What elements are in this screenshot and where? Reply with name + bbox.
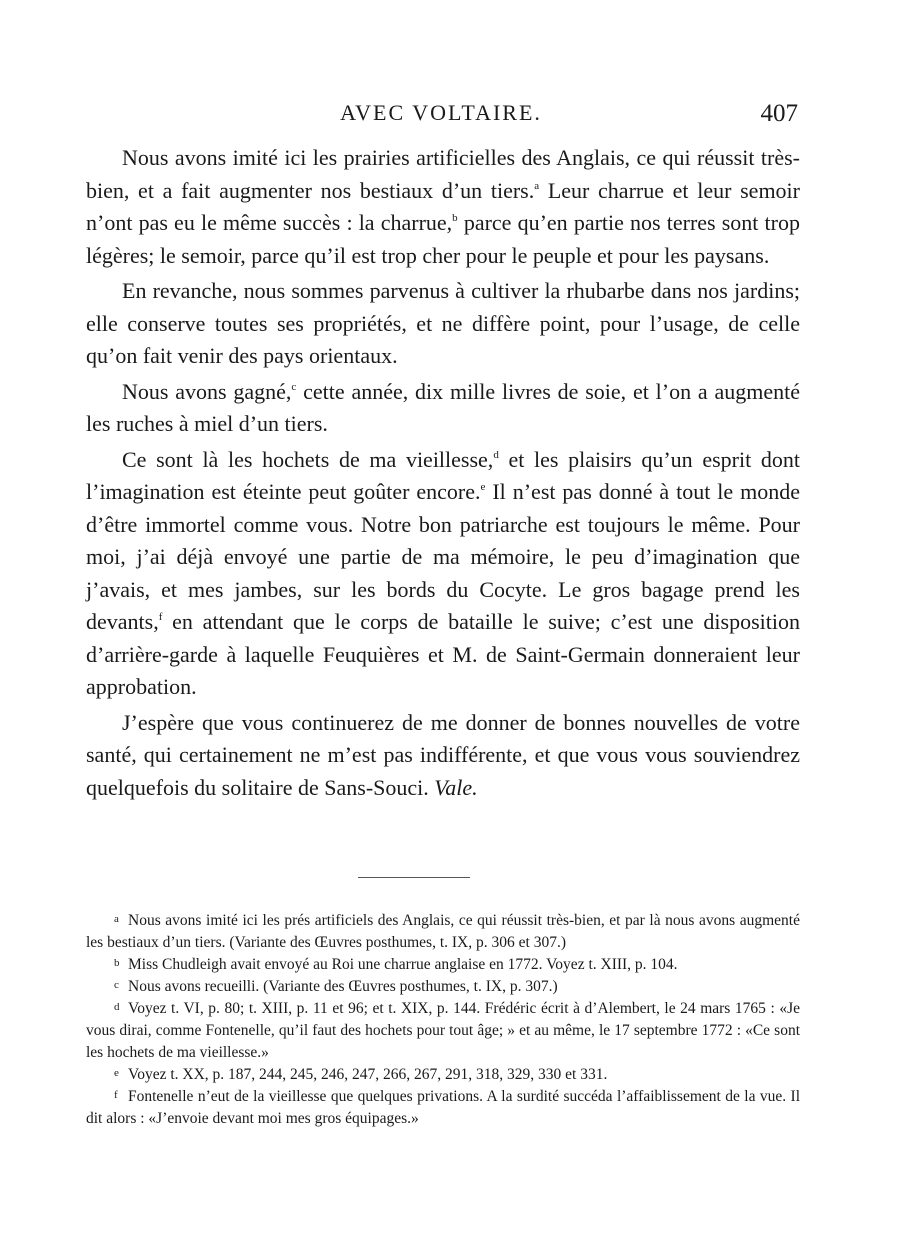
footnote-text: Voyez t. VI, p. 80; t. XIII, p. 11 et 96; et t. XIX, p. 144. Frédéric écrit à d’Alembert, le 24 mars 1765 : «Je vous dirai, comme Fontenelle, qu’il faut des hochets pour tout âge; » et au même, le 17 septembre 1772 : «Ce sont les hochets de ma vieillesse.» <box>86 1000 800 1061</box>
footnote-ref: b <box>452 212 458 224</box>
footnote-text: Fontenelle n’eut de la vieillesse que quelques privations. A la surdité succéda l’affaiblissement de la vue. Il dit alors : «J’envoie devant moi mes gros équipages.» <box>86 1088 800 1127</box>
footnote: e Voyez t. XX, p. 187, 244, 245, 246, 247, 266, 267, 291, 318, 329, 330 et 331. <box>114 1066 608 1083</box>
closing-word: Vale. <box>434 774 478 800</box>
letter-body <box>86 142 800 804</box>
footnote-text: Voyez t. XX, p. 187, 244, 245, 246, 247, 266, 267, 291, 318, 329, 330 et 331. <box>128 1066 608 1083</box>
paragraph-text: Il n’est pas donné à tout le monde d’être immortel comme vous. Notre bon patriarche est toujours le même. Pour moi, j’ai déjà envoyé une partie de ma mémoire, le peu d’imagination que j’avais, et mes jambes, sur les bords du Cocyte. Le gros bagage prend les devants, <box>86 479 800 634</box>
paragraph-text: Ce sont là les hochets de ma vieillesse, <box>122 446 494 472</box>
footnote: f Fontenelle n’eut de la vieillesse que quelques privations. A la surdité succéda l’affaiblissement de la vue. Il dit alors : «J’envoie devant moi mes gros équipages.» <box>86 1088 800 1127</box>
page-number: 407 <box>760 100 798 127</box>
footnote: b Miss Chudleigh avait envoyé au Roi une charrue anglaise en 1772. Voyez t. XIII, p. 104. <box>114 956 678 973</box>
footnote-ref: c <box>291 380 297 393</box>
paragraph-1 <box>86 142 800 272</box>
paragraph-2 <box>86 275 800 373</box>
footnote: a Nous avons imité ici les prés artificiels des Anglais, ce qui réussit très-bien, et par là nous avons augmenté les bestiaux d’un tiers. (Variante des Œuvres posthumes, t. IX, p. 306 et 307.) <box>86 912 800 951</box>
footnote-ref: e <box>480 481 486 493</box>
footnote-ref: f <box>158 611 163 623</box>
footnote-ref: d <box>493 448 499 461</box>
paragraph-text: en attendant que le corps de bataille le suive; c’est une disposition d’arrière-garde à laquelle Feuquières et M. de Saint-Germain donneraient leur approbation. <box>86 609 800 699</box>
paragraph-5 <box>86 707 800 805</box>
footnote: c Nous avons recueilli. (Variante des Œuvres posthumes, t. IX, p. 307.) <box>114 978 558 995</box>
paragraph-text: cette année, dix mille livres de soie, et l’on a augmenté les ruches à miel d’un tiers. <box>86 378 800 436</box>
paragraph-text: Nous avons imité ici les prairies artificielles des Anglais, ce qui réussit très-bien, et a fait augmenter nos bestiaux d’un tiers. <box>86 145 800 203</box>
footnote-text: Miss Chudleigh avait envoyé au Roi une charrue anglaise en 1772. Voyez t. XIII, p. 104. <box>128 956 678 973</box>
footnotes <box>86 910 800 1130</box>
footnote-separator <box>358 877 470 878</box>
paragraph-3 <box>86 376 800 441</box>
paragraph-text: Leur charrue et leur semoir n’ont pas eu le même succès : la charrue, <box>86 177 800 235</box>
paragraph-text: parce qu’en partie nos terres sont trop légères; le semoir, parce qu’il est trop cher pour le peuple et pour les paysans. <box>86 210 800 268</box>
paragraph-text: En revanche, nous sommes parvenus à cultiver la rhubarbe dans nos jardins; elle conserve toutes ses propriétés, et ne diffère point, pour l’usage, de celle qu’on fait venir des pays orientaux. <box>86 278 800 368</box>
footnote-text: Nous avons recueilli. (Variante des Œuvres posthumes, t. IX, p. 307.) <box>128 978 558 995</box>
paragraph-text: J’espère que vous continuerez de me donner de bonnes nouvelles de votre santé, qui certainement ne m’est pas indifférente, et que vous vous souviendrez quelquefois du solitaire de Sans-Souci. <box>86 709 800 800</box>
paragraph-text: et les plaisirs qu’un esprit dont l’imagination est éteinte peut goûter encore. <box>86 446 800 504</box>
page-header <box>84 100 798 136</box>
footnote-ref: a <box>534 179 540 192</box>
paragraph-text: Nous avons gagné, <box>122 378 292 404</box>
footnote: d Voyez t. VI, p. 80; t. XIII, p. 11 et 96; et t. XIX, p. 144. Frédéric écrit à d’Alembert, le 24 mars 1765 : «Je vous dirai, comme Fontenelle, qu’il faut des hochets pour tout âge; » et au même, le 17 septembre 1772 : «Ce sont les hochets de ma vieillesse.» <box>86 1000 800 1061</box>
paragraph-4 <box>86 444 800 704</box>
running-title: AVEC VOLTAIRE. <box>340 100 542 125</box>
footnote-text: Nous avons imité ici les prés artificiels des Anglais, ce qui réussit très-bien, et par là nous avons augmenté les bestiaux d’un tiers. (Variante des Œuvres posthumes, t. IX, p. 306 et 307.) <box>86 912 800 951</box>
